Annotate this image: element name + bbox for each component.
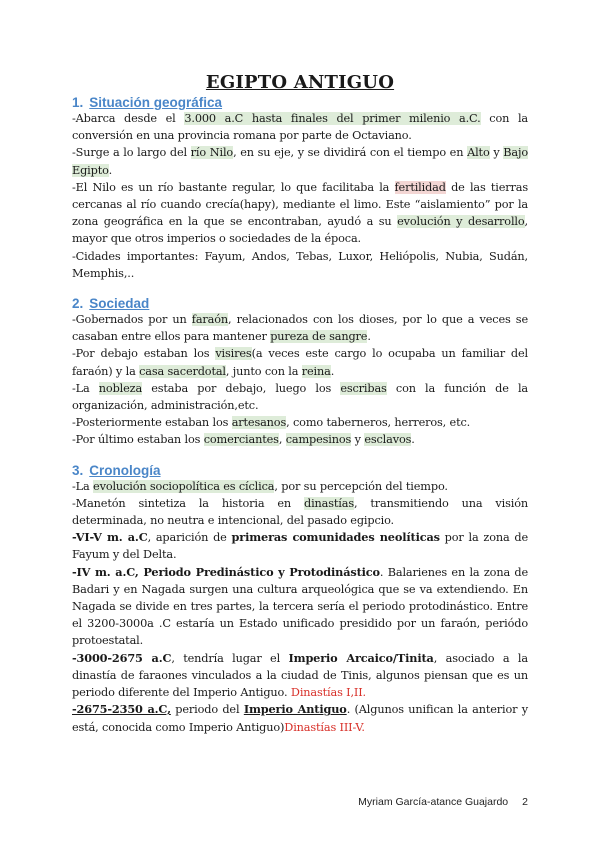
paragraph (72, 380, 528, 414)
section-heading (72, 95, 528, 110)
text-segment: -Manetón sintetiza la historia en (72, 496, 304, 510)
paragraph (72, 414, 528, 431)
dynasty-label: Dinastías III-V. (284, 720, 365, 734)
bold-term: -VI-V m. a.C (72, 530, 148, 545)
highlighted-term: faraón (191, 313, 229, 327)
section-gap (72, 449, 528, 463)
text-segment: periodo del (170, 703, 244, 717)
text-segment: con la función de la organización, administración,etc. (72, 381, 528, 413)
text-segment: estaba por debajo, luego los (142, 381, 341, 395)
section-title: Cronología (89, 462, 161, 478)
text-segment: y (489, 146, 504, 160)
text-segment: -La (72, 479, 94, 493)
text-segment: . Balarienes en la zona de Badari y en Nagada surgen una cultura arqueológica que se va extendiendo. En Nagada se divide en tres partes, la tercera sería el periodo protodinástico. Entre el 3200-3000a .C estaría un Estado unificado presidido por un faraón, periódo protoestatal. (72, 565, 529, 648)
highlighted-term: comerciantes (203, 433, 279, 447)
section-number: 2. (72, 296, 84, 312)
text-segment: , como taberneros, herreros, etc. (286, 416, 471, 430)
dynasty-label: Dinastías I,II. (290, 686, 366, 700)
highlighted-term: visires (215, 347, 252, 361)
text-segment: -Posteriormente estaban los (72, 416, 232, 430)
highlighted-term: esclavos (364, 433, 412, 447)
text-segment: , en su eje, y se dividirá con el tiempo en (233, 146, 468, 160)
highlighted-term: fertilidad (394, 180, 446, 194)
text-segment: -Cidades importantes: Fayum, Andos, Tebas, Luxor, Heliópolis, Nubia, Sudán, Memphis,.. (72, 249, 528, 280)
paragraph (72, 179, 528, 248)
document-page (72, 72, 528, 736)
text-segment: por la zona de Fayum y del Delta. (72, 531, 529, 562)
paragraph (72, 110, 528, 144)
bold-term: primeras comunidades neolíticas (231, 530, 440, 545)
paragraph (72, 701, 528, 735)
highlighted-term: Alto (467, 146, 490, 160)
bold-term: Imperio Antiguo (243, 702, 347, 717)
text-segment: con la conversión en una provincia romana por parte de Octaviano. (72, 112, 528, 143)
text-segment: , mayor que otros imperios o sociedades de la época. (72, 215, 528, 246)
highlighted-term: pureza de sangre (270, 330, 368, 344)
text-segment: , transmitiendo una visión determinada, no neutra e intencional, del pasado egipcio. (72, 496, 529, 528)
highlighted-term: nobleza (98, 381, 143, 395)
highlighted-term: evolución y desarrollo (397, 215, 525, 229)
highlighted-term: evolución sociopolítica es cíclica (93, 479, 275, 493)
text-segment: , por su percepción del tiempo. (274, 479, 448, 493)
paragraph (72, 650, 528, 702)
text-segment: de las tierras cercanas al río cuando crecía(hapy), mediante el limo. Este “aislamiento” por la zona geográfica en la que se encontraban, ayudó a su (72, 180, 529, 229)
text-segment: . (Algunos unifican la anterior y está, conocida como Imperio Antiguo) (72, 703, 529, 734)
highlighted-term: artesanos (231, 416, 287, 430)
highlighted-term: río Nilo (190, 146, 234, 160)
text-segment: . (411, 433, 415, 447)
paragraph (72, 345, 528, 379)
section-title: Situación geográfica (89, 95, 223, 110)
highlighted-term: casa sacerdotal (139, 364, 226, 378)
paragraph (72, 311, 528, 345)
text-segment: -Surge a lo largo del (72, 146, 191, 160)
paragraph (72, 248, 528, 282)
section-gap (72, 282, 528, 296)
page-number: 2 (522, 796, 528, 808)
text-segment: , tendría lugar el (171, 651, 289, 665)
text-segment: -Por último estaban los (72, 433, 204, 447)
text-segment: . (330, 364, 335, 378)
highlighted-term: campesinos (285, 433, 352, 447)
text-segment: y (351, 433, 365, 447)
highlighted-term: escribas (340, 381, 387, 395)
text-segment: . (367, 330, 371, 344)
bold-term: -IV m. a.C, Periodo Predinástico y Protodinástico (72, 564, 380, 579)
text-segment: . (108, 163, 113, 177)
text-segment: , (278, 433, 286, 447)
footer-author: Myriam García-atance Guajardo (358, 796, 509, 808)
text-segment: -Gobernados por un (72, 313, 192, 327)
bold-term: -3000-2675 a.C (72, 650, 172, 665)
section-heading (72, 296, 528, 311)
text-segment: (a veces este cargo lo ocupaba un familiar del faraón) y la (72, 347, 528, 378)
sections-container (72, 95, 528, 736)
paragraph (72, 564, 528, 650)
highlighted-term: 3.000 a.C hasta finales del primer milenio a.C. (184, 112, 481, 125)
section-number: 1. (72, 95, 84, 110)
highlighted-term: dinastías (304, 496, 354, 510)
highlighted-term: reina (301, 364, 331, 378)
paragraph (72, 144, 528, 178)
text-segment: -La (72, 381, 99, 395)
text-segment: -El Nilo es un río bastante regular, lo que facilitaba la (72, 180, 395, 194)
text-segment: -Abarca desde el (72, 112, 185, 125)
text-segment: , relacionados con los dioses, por lo que a veces se casaban entre ellos para mantener (72, 313, 528, 344)
text-segment: , junto con la (225, 364, 302, 378)
paragraph (72, 529, 528, 563)
section-title: Sociedad (89, 296, 150, 312)
bold-term: Imperio Arcaico/Tinita (288, 650, 434, 665)
text-segment: -Por debajo estaban los (72, 347, 216, 361)
paragraph (72, 431, 528, 448)
section-heading (72, 463, 528, 478)
text-segment: , aparición de (147, 531, 232, 545)
text-segment: , asociado a la dinastía de faraones vinculados a la ciudad de Tinis, algunos piensan que es un periodo diferente del Imperio Antiguo. (72, 651, 528, 700)
highlighted-term: Bajo Egipto (72, 146, 529, 177)
document-title: EGIPTO ANTIGUO (205, 72, 395, 93)
paragraph (72, 495, 528, 529)
paragraph (72, 478, 528, 495)
page-footer (358, 796, 528, 808)
bold-term: -2675-2350 a.C, (72, 702, 171, 717)
section-number: 3. (72, 462, 84, 478)
